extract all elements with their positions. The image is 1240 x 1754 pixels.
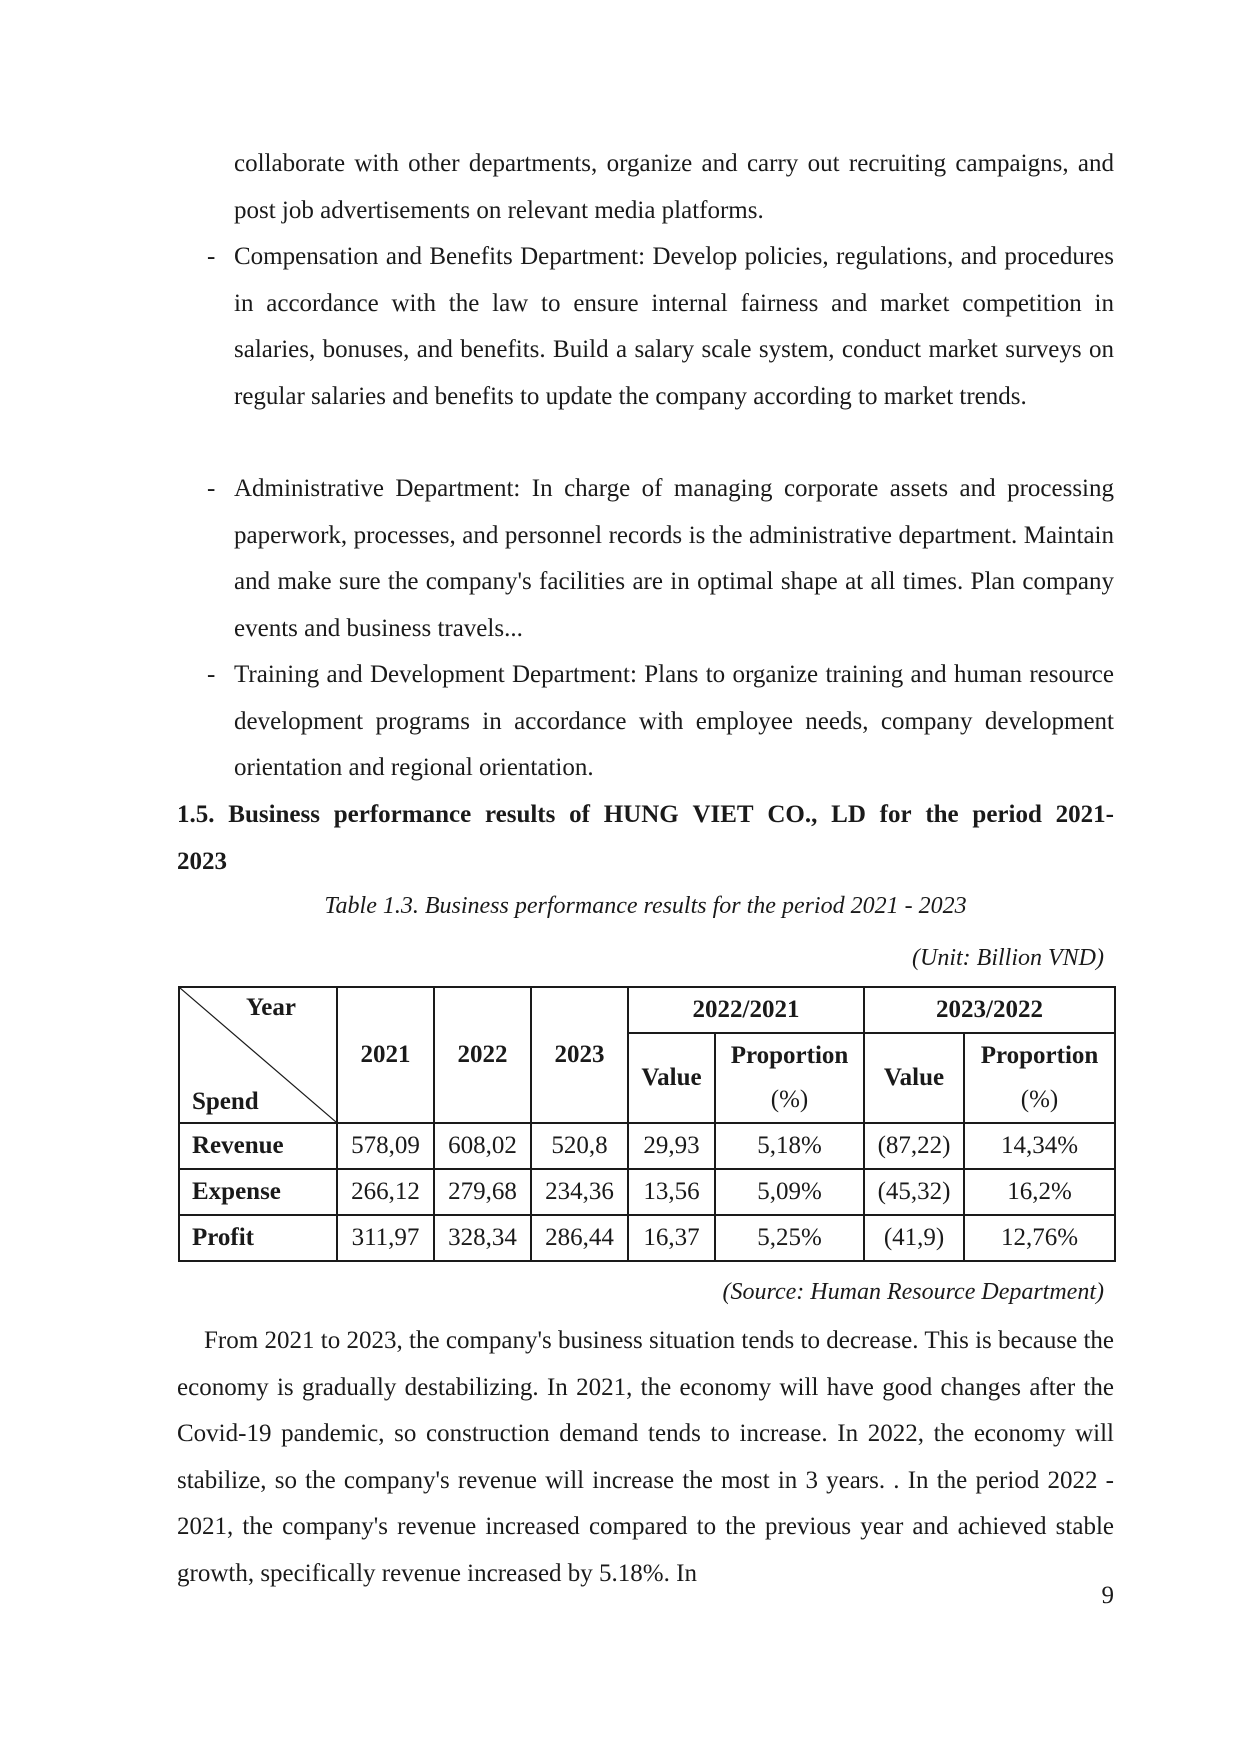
heading-word: LD (831, 801, 866, 828)
list-item-text: Compensation and Benefits Department: Develop policies, regulations, and procedures in accordance with the law to ensure internal fairness and market competition in salaries, bonuses, and benefits. Build a salary scale system, conduct market surveys on regular salaries and benefits to update the company according to market trends. (234, 243, 1114, 410)
table-cell: 286,44 (531, 1215, 628, 1261)
page-number: 9 (1101, 1582, 1114, 1609)
proportion-label: Proportion (730, 1042, 849, 1069)
corner-year-label: Year (246, 994, 296, 1021)
business-performance-table (178, 986, 1116, 1262)
value-header-1: Value (628, 1033, 715, 1123)
section-heading-line-1 (177, 792, 1114, 839)
heading-word: CO., (767, 801, 818, 828)
proportion-label: Proportion (980, 1042, 1099, 1069)
heading-word: 2021- (1055, 801, 1114, 828)
table-cell: 29,93 (628, 1123, 715, 1169)
year-header-2021: 2021 (337, 987, 434, 1123)
corner-spend-label: Spend (192, 1088, 259, 1115)
table-cell: 13,56 (628, 1169, 715, 1215)
table-cell: 16,37 (628, 1215, 715, 1261)
table-cell: 234,36 (531, 1169, 628, 1215)
table-cell: 266,12 (337, 1169, 434, 1215)
heading-word: HUNG (603, 801, 679, 828)
list-bullet: - (207, 475, 216, 502)
percent-label: (%) (770, 1086, 809, 1113)
list-item-text: Administrative Department: In charge of managing corporate assets and processing paperwork, processes, and personnel records is the administrative department. Maintain and make sure the company's facilities are in optimal shape at all times. Plan company events and business travels... (234, 475, 1114, 642)
table-cell: 12,76% (964, 1215, 1115, 1261)
list-item-training (207, 652, 1114, 792)
table-row-expense (179, 1169, 1115, 1215)
row-label: Expense (179, 1169, 337, 1215)
heading-word: of (569, 801, 590, 828)
heading-word: performance (333, 801, 472, 828)
table-cell: 5,09% (715, 1169, 864, 1215)
group-header-2022-2021: 2022/2021 (628, 987, 864, 1033)
heading-word: period (972, 801, 1042, 828)
percent-label: (%) (1020, 1086, 1059, 1113)
list-item-text: Training and Development Department: Plans to organize training and human resource development programs in accordance with employee needs, company development orientation and regional orientation. (234, 661, 1114, 781)
heading-word: VIET (692, 801, 754, 828)
analysis-paragraph: From 2021 to 2023, the company's business situation tends to decrease. This is because the economy is gradually destabilizing. In 2021, the economy will have good changes after the Covid-19 pandemic, so construction demand tends to increase. In 2022, the economy will stabilize, so the company's revenue will increase the most in 3 years. . In the period 2022 - 2021, the company's revenue increased compared to the previous year and achieved stable growth, specifically revenue increased by 5.18%. In (177, 1327, 1114, 1587)
table-cell: 5,25% (715, 1215, 864, 1261)
table-header-row-1 (179, 987, 1115, 1033)
row-label: Profit (179, 1215, 337, 1261)
table-unit: (Unit: Billion VND) (912, 945, 1104, 971)
list-item-administrative (207, 466, 1114, 652)
row-label: Revenue (179, 1123, 337, 1169)
table-cell: 279,68 (434, 1169, 531, 1215)
table-row-revenue (179, 1123, 1115, 1169)
continuation-paragraph: collaborate with other departments, organize and carry out recruiting campaigns, and post job advertisements on relevant media platforms. (234, 150, 1114, 224)
group-header-2023-2022: 2023/2022 (864, 987, 1115, 1033)
proportion-header-1 (715, 1033, 864, 1123)
table-cell: 578,09 (337, 1123, 434, 1169)
table-cell: 311,97 (337, 1215, 434, 1261)
table-cell: 14,34% (964, 1123, 1115, 1169)
corner-header-cell (179, 987, 337, 1123)
heading-word: Business (228, 801, 320, 828)
year-header-2022: 2022 (434, 987, 531, 1123)
table-cell: 608,02 (434, 1123, 531, 1169)
table-cell: (45,32) (864, 1169, 964, 1215)
table-cell: 5,18% (715, 1123, 864, 1169)
value-header-2: Value (864, 1033, 964, 1123)
section-heading (177, 792, 1114, 885)
list-item-compensation (207, 234, 1114, 420)
table-caption: Table 1.3. Business performance results for the period 2021 - 2023 (324, 893, 967, 919)
table-cell: 16,2% (964, 1169, 1115, 1215)
table-row-profit (179, 1215, 1115, 1261)
list-bullet: - (207, 243, 216, 270)
list-bullet: - (207, 661, 216, 688)
table-cell: 328,34 (434, 1215, 531, 1261)
table-cell: (41,9) (864, 1215, 964, 1261)
heading-word: for (879, 801, 912, 828)
table-cell: (87,22) (864, 1123, 964, 1169)
heading-word: 1.5. (177, 801, 215, 828)
section-heading-line-2: 2023 (177, 847, 227, 875)
heading-word: the (925, 801, 959, 828)
year-header-2023: 2023 (531, 987, 628, 1123)
heading-word: results (484, 801, 556, 828)
table-cell: 520,8 (531, 1123, 628, 1169)
proportion-header-2 (964, 1033, 1115, 1123)
table-source: (Source: Human Resource Department) (722, 1279, 1104, 1305)
